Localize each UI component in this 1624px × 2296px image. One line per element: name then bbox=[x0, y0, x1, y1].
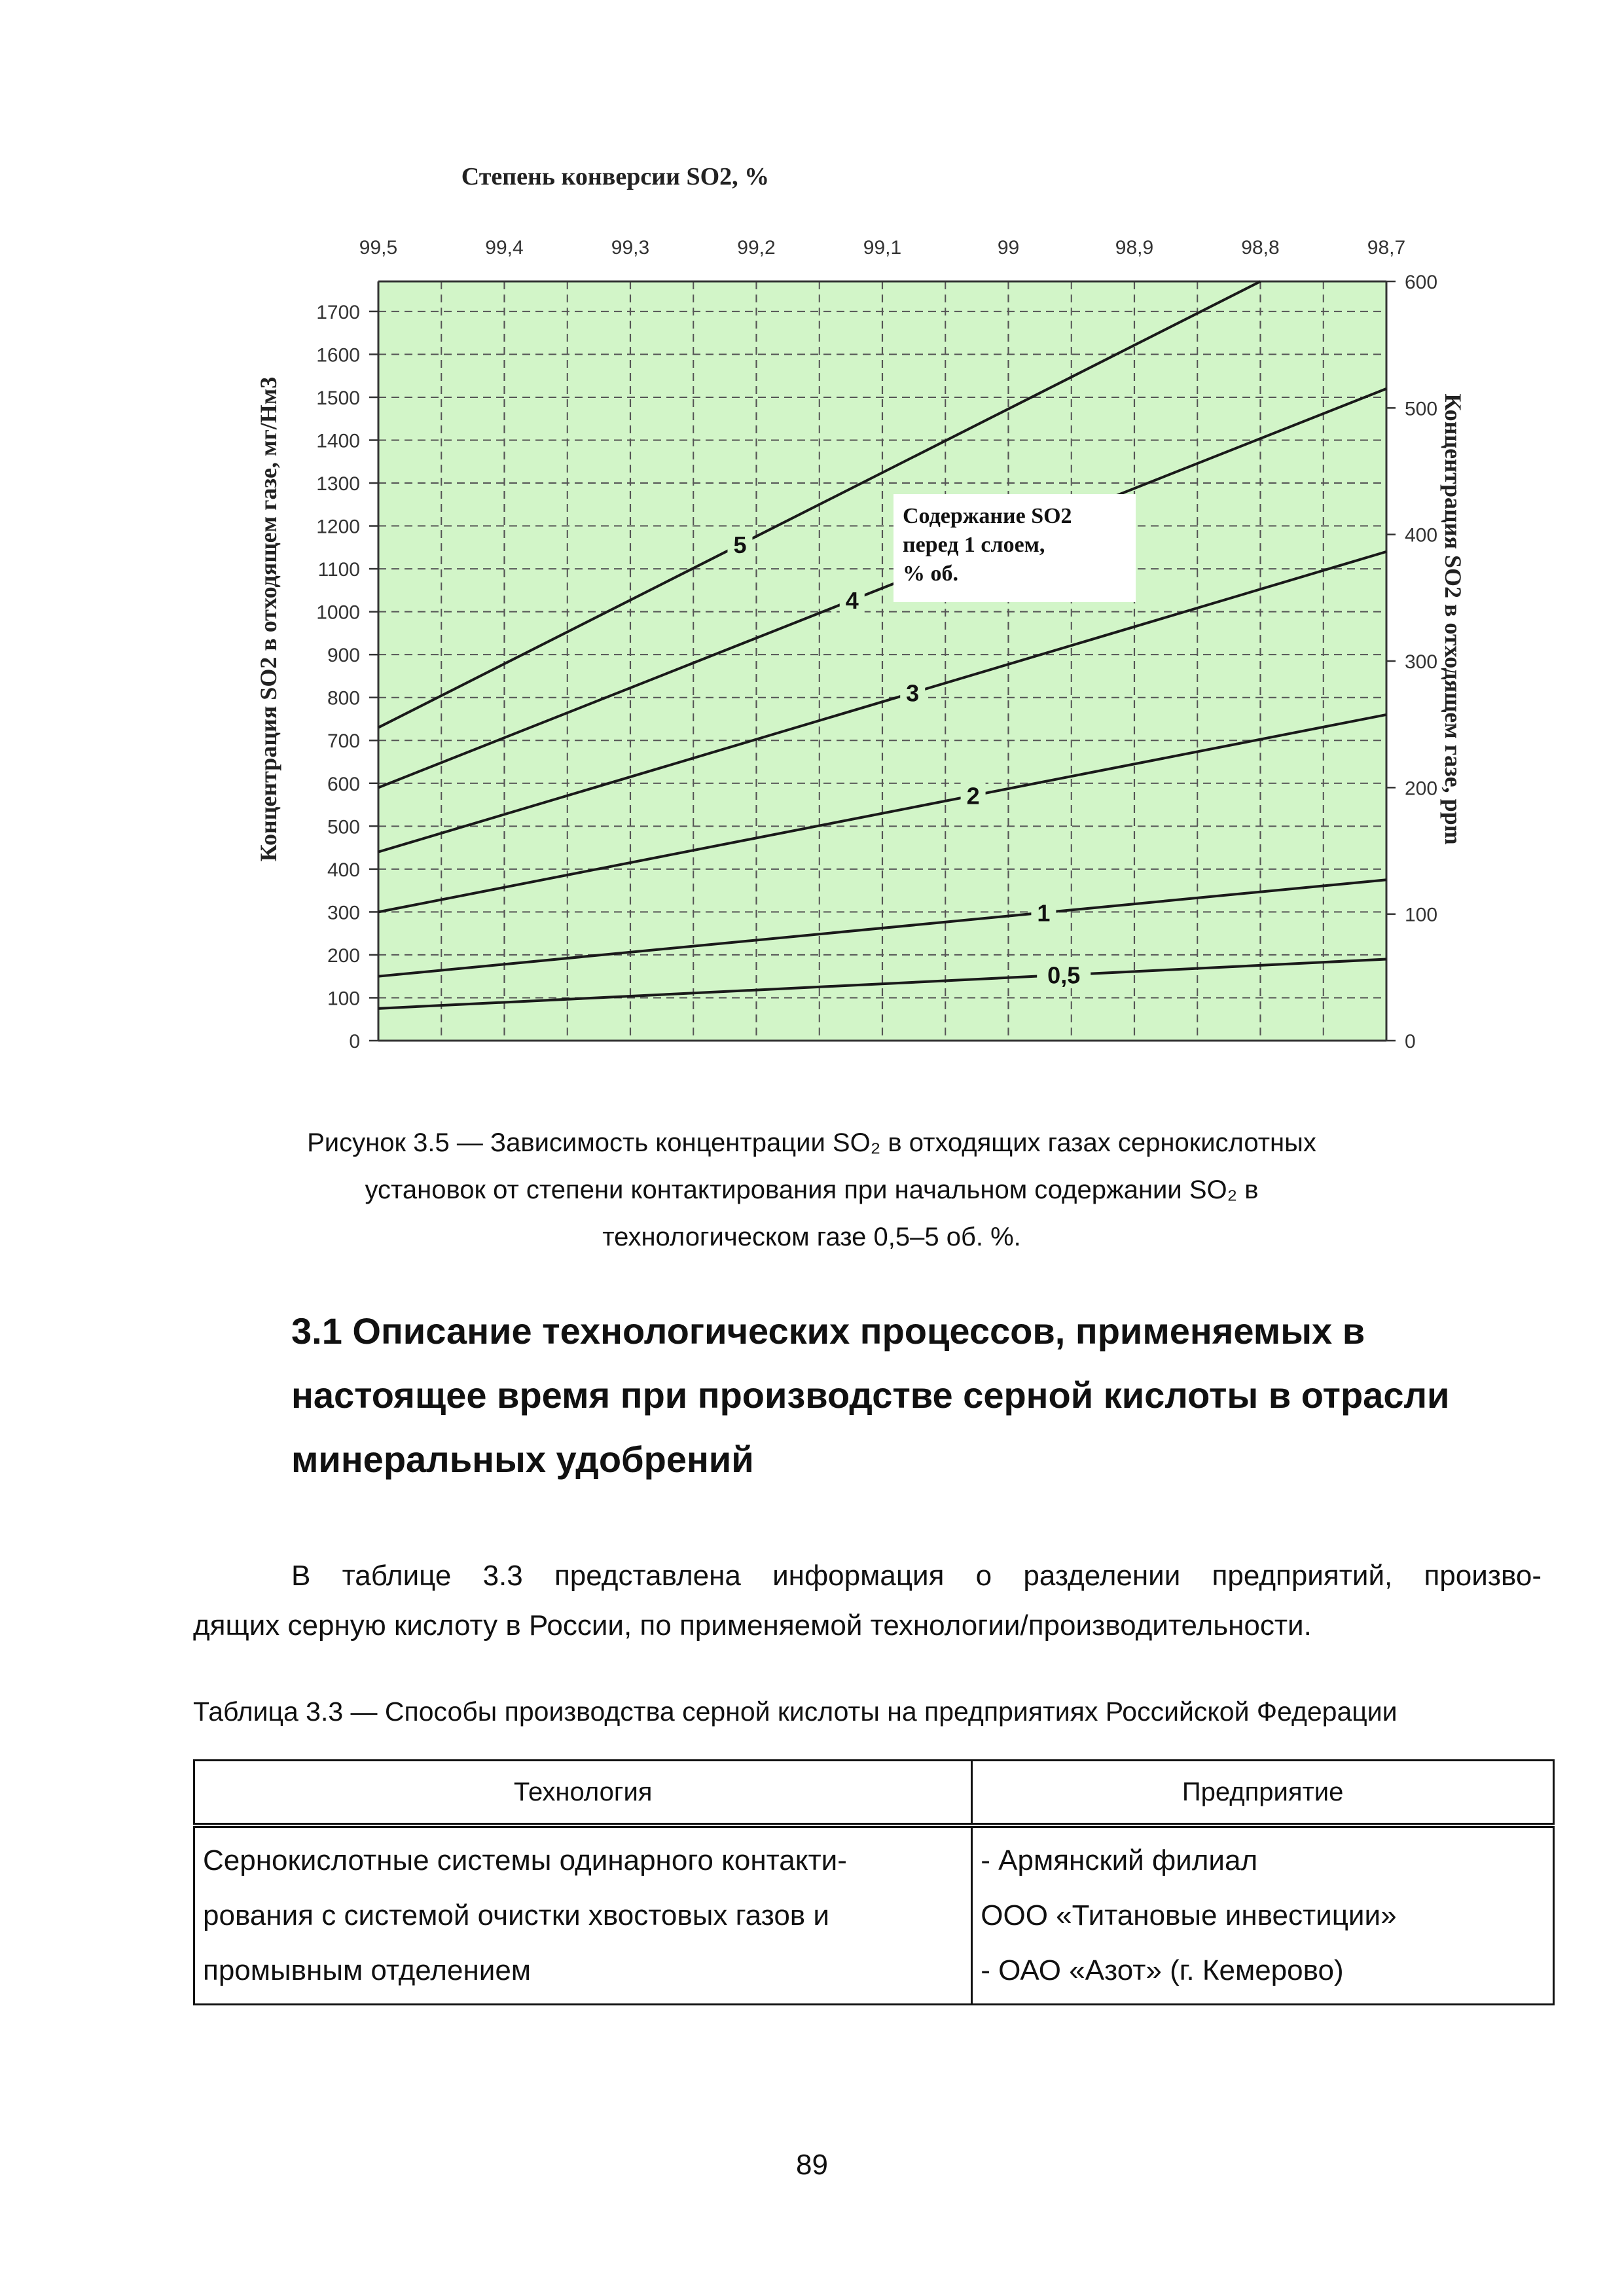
methods-table bbox=[193, 1759, 1555, 2005]
cell-line: промывным отделением bbox=[203, 1954, 532, 1986]
series-label: 4 bbox=[845, 586, 859, 614]
y-left-tick-label: 1300 bbox=[316, 473, 360, 495]
cell-line: ООО «Титановые инвестиции» bbox=[981, 1899, 1397, 1931]
y-left-tick-label: 1500 bbox=[316, 387, 360, 409]
x-tick-label: 99,3 bbox=[611, 237, 650, 259]
heading-line: 3.1 Описание технологических процессов, применяемых в bbox=[291, 1310, 1365, 1352]
x-tick-label: 99 bbox=[997, 237, 1020, 259]
x-tick-label: 99,5 bbox=[359, 237, 398, 259]
y-left-tick-label: 1000 bbox=[316, 601, 360, 624]
paragraph-line: дящих серную кислоту в России, по применяемой технологии/производительности. bbox=[193, 1609, 1312, 1641]
y-right-tick-label: 500 bbox=[1405, 398, 1438, 420]
legend-box-line: % об. bbox=[903, 562, 958, 586]
table-row bbox=[194, 1825, 1554, 2005]
series-label: 2 bbox=[966, 782, 980, 810]
y-left-tick-label: 600 bbox=[327, 773, 360, 795]
figure-caption bbox=[196, 1119, 1427, 1261]
y-left-tick-label: 100 bbox=[327, 988, 360, 1010]
y-left-tick-label: 1400 bbox=[316, 430, 360, 452]
y-left-tick-label: 1600 bbox=[316, 344, 360, 367]
cell-line: - Армянский филиал bbox=[981, 1844, 1258, 1876]
x-tick-label: 98,9 bbox=[1115, 237, 1154, 259]
series-label: 0,5 bbox=[1047, 961, 1081, 989]
section-heading bbox=[291, 1299, 1568, 1492]
cell-technology bbox=[194, 1825, 972, 2005]
y-right-tick-label: 600 bbox=[1405, 272, 1438, 293]
x-tick-label: 99,2 bbox=[737, 237, 776, 259]
legend-box-line: перед 1 слоем, bbox=[903, 533, 1045, 557]
series-label: 3 bbox=[906, 679, 920, 707]
table-caption: Таблица 3.3 — Способы производства серной кислоты на предприятиях Российской Федерации bbox=[193, 1696, 1398, 1727]
table-header-row bbox=[194, 1761, 1554, 1826]
heading-line: минеральных удобрений bbox=[291, 1439, 754, 1480]
y-right-tick-label: 400 bbox=[1405, 524, 1438, 547]
y-left-tick-label: 200 bbox=[327, 944, 360, 967]
y-left-tick-label: 800 bbox=[327, 687, 360, 709]
y-right-tick-label: 0 bbox=[1405, 1031, 1416, 1052]
cell-line: рования с системой очистки хвостовых газов и bbox=[203, 1899, 829, 1931]
heading-line: настоящее время при производстве серной кислоты в отрасли bbox=[291, 1374, 1450, 1416]
y-left-tick-label: 0 bbox=[349, 1031, 360, 1052]
y-left-tick-label: 1700 bbox=[316, 301, 360, 323]
y-left-tick-label: 700 bbox=[327, 730, 360, 753]
chart-title: Степень конверсии SO2, % bbox=[461, 163, 770, 190]
y-left-tick-label: 300 bbox=[327, 902, 360, 924]
paragraph-line: В таблице 3.3 представлена информация о разделении предприятий, произво- bbox=[291, 1560, 1542, 1592]
body-paragraph bbox=[193, 1551, 1542, 1651]
caption-line: технологическом газе 0,5–5 об. %. bbox=[602, 1223, 1021, 1251]
legend-box-line: Содержание SO2 bbox=[903, 504, 1072, 528]
series-label: 5 bbox=[733, 531, 747, 559]
cell-line: Сернокислотные системы одинарного контакти- bbox=[203, 1844, 847, 1876]
caption-line: установок от степени контактирования при начальном содержании SO₂ в bbox=[365, 1175, 1259, 1204]
y-right-axis-label: Концентрация SO2 в отходящем газе, ppm bbox=[1440, 393, 1466, 845]
cell-enterprise bbox=[972, 1825, 1554, 2005]
x-tick-label: 99,1 bbox=[863, 237, 902, 259]
series-label: 1 bbox=[1037, 899, 1051, 927]
column-header-enterprise: Предприятие bbox=[972, 1761, 1554, 1826]
y-right-tick-label: 100 bbox=[1405, 904, 1438, 926]
cell-line: - ОАО «Азот» (г. Кемерово) bbox=[981, 1954, 1344, 1986]
y-left-axis-label: Концентрация SO2 в отходящем газе, мг/Нм3 bbox=[255, 376, 281, 862]
y-right-tick-label: 200 bbox=[1405, 778, 1438, 800]
y-left-tick-label: 400 bbox=[327, 859, 360, 881]
x-tick-label: 98,8 bbox=[1241, 237, 1280, 259]
caption-line: Рисунок 3.5 — Зависимость концентрации SO₂ в отходящих газах сернокислотных bbox=[307, 1128, 1316, 1157]
column-header-technology: Технология bbox=[194, 1761, 972, 1826]
y-right-tick-label: 300 bbox=[1405, 651, 1438, 673]
figure bbox=[249, 151, 1492, 1080]
x-tick-label: 98,7 bbox=[1367, 237, 1406, 259]
page-number: 89 bbox=[796, 2149, 828, 2181]
x-tick-label: 99,4 bbox=[485, 237, 524, 259]
y-left-tick-label: 500 bbox=[327, 816, 360, 838]
y-left-tick-label: 900 bbox=[327, 645, 360, 667]
y-left-tick-label: 1200 bbox=[316, 516, 360, 538]
y-left-tick-label: 1100 bbox=[317, 559, 360, 581]
chart bbox=[249, 151, 1492, 1080]
